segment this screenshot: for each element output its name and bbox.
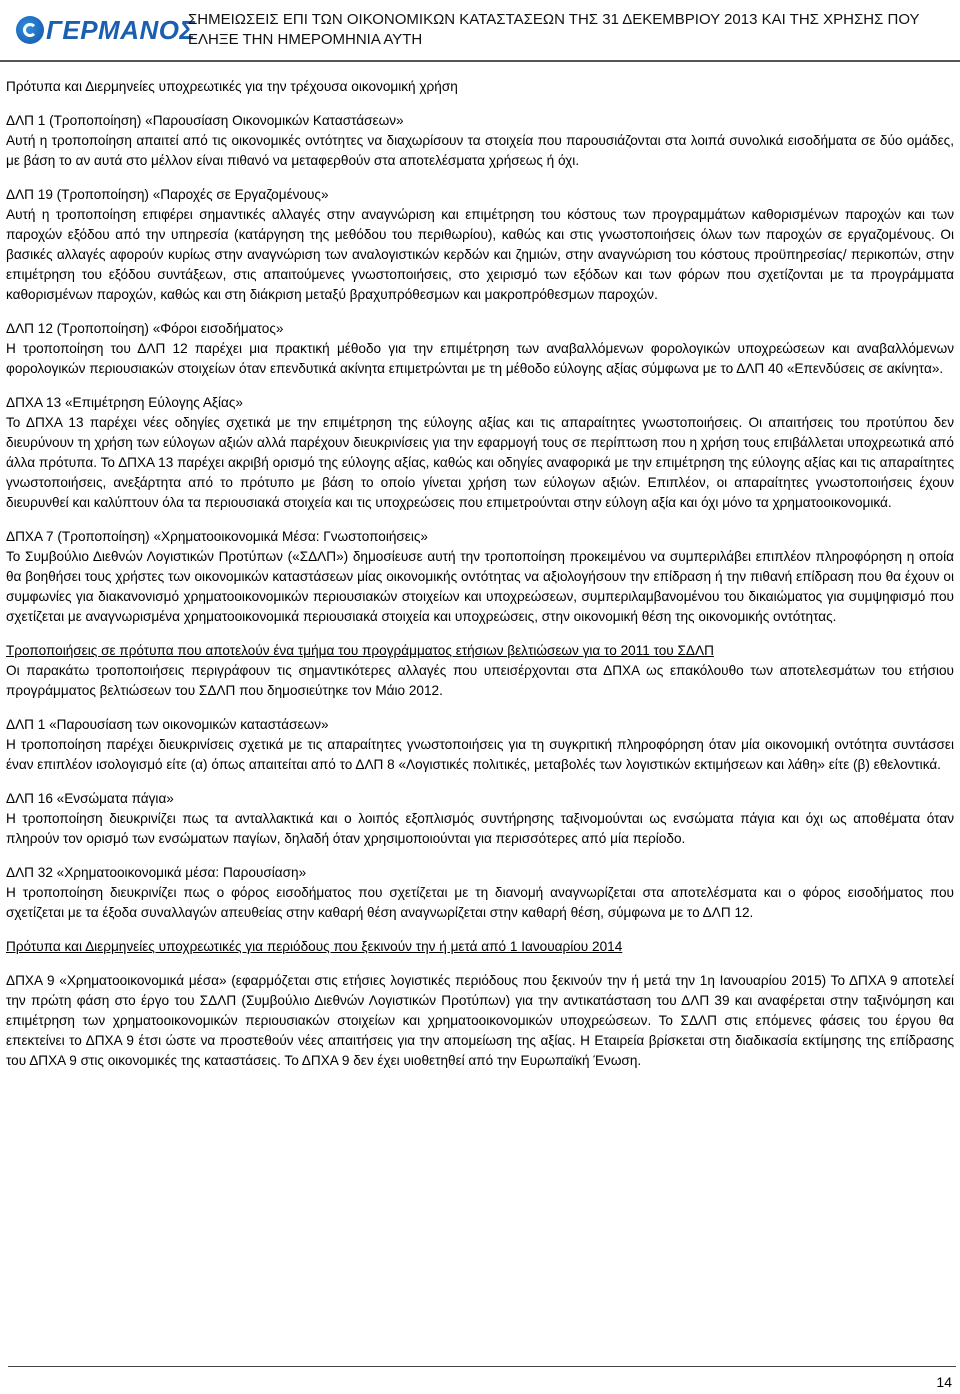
- section-title: ΔΠΧΑ 13 «Επιμέτρηση Εύλογης Αξίας»: [6, 395, 243, 410]
- section-title: ΔΛΠ 19 (Τροποποίηση) «Παροχές σε Εργαζομένους»: [6, 187, 329, 202]
- logo-text: ΓΕΡΜΑΝΟΣ: [46, 15, 196, 45]
- document-body: [6, 77, 954, 1071]
- section-paragraph: [6, 971, 954, 1071]
- section-title-inline: ΔΠΧΑ 9 «Χρηματοοικονομικά μέσα»: [6, 973, 227, 988]
- page-header: [0, 0, 960, 58]
- footer-divider: [8, 1366, 956, 1367]
- section-heading-underlined: Τροποποιήσεις σε πρότυπα που αποτελούν ένα τμήμα του προγράμματος ετήσιων βελτιώσεων για το 2011 του ΣΔΛΠ: [6, 643, 714, 658]
- section-title: ΔΛΠ 32 «Χρηματοοικονομικά μέσα: Παρουσίαση»: [6, 865, 307, 880]
- section-title: ΔΛΠ 12 (Τροποποίηση) «Φόροι εισοδήματος»: [6, 321, 284, 336]
- section-title: ΔΠΧΑ 7 (Τροποποίηση) «Χρηματοοικονομικά Μέσα: Γνωστοποιήσεις»: [6, 529, 428, 544]
- section-paragraph: Αυτή η τροποποίηση επιφέρει σημαντικές αλλαγές στην αναγνώριση και επιμέτρηση του κόστους των προγραμμάτων καθορισμένων παροχών και των παροχών εξόδου από την υπηρεσία (κατάργηση της μεθόδου του περιθωρίου), καθώς και στις γνωστοποιήσεις όλων των παροχών σε εργαζομένους. Οι βασικές αλλαγές αφορούν κυρίως στην αναγνώριση των αναλογιστικών κερδών και ζημιών, στην αναγνώριση του κόστους προϋπηρεσίας/ περικοπών, στην επιμέτρηση του εξόδου συντάξεων, στις απαιτούμενες γνωστοποιήσεις, στο χειρισμό των εξόδων και των φόρων που σχετίζονται με τα προγράμματα καθορισμένων παροχών, καθώς και στη διάκριση μεταξύ βραχυπρόθεσμων και μακροπρόθεσμων παροχών.: [6, 207, 954, 302]
- page-number: 14: [936, 1374, 952, 1390]
- section-paragraph: Το Συμβούλιο Διεθνών Λογιστικών Προτύπων («ΣΔΛΠ») δημοσίευσε αυτή την τροποποίηση προκειμένου να συμπεριλάβει επιπλέον πληροφόρηση η οποία θα βοηθήσει τους χρήστες των οικονομικών καταστάσεων μίας οικονομικής οντότητας να αξιολογήσουν την επίδραση ή την πιθανή επίδραση που θα έχουν οι συμφωνίες για διακανονισμό χρηματοοικονομικών περιουσιακών στοιχείων και υποχρεώσεων, συμπεριλαμβανομένου του δικαιώματος για συμψηφισμό που σχετίζεται με αναγνωρισμένα χρηματοοικονομικά περιουσιακά στοιχεία και υποχρεώσεις, στην οικονομική θέση της οικονομικής οντότητας.: [6, 549, 954, 624]
- section-heading-underlined: Πρότυπα και Διερμηνείες υποχρεωτικές για περιόδους που ξεκινούν την ή μετά από 1 Ιανουαρίου 2014: [6, 939, 623, 954]
- header-divider: [0, 60, 960, 62]
- section-title: ΔΛΠ 1 (Τροποποίηση) «Παρουσίαση Οικονομικών Καταστάσεων»: [6, 113, 404, 128]
- section-paragraph: Αυτή η τροποποίηση απαιτεί από τις οικονομικές οντότητες να διαχωρίσουν τα στοιχεία που παρουσιάζονται στα λοιπά συνολικά εισοδήματα σε δύο ομάδες, με βάση το αν αυτά στο μέλλον είναι πιθανό να μεταφερθούν στα αποτελέσματα χρήσεως ή όχι.: [6, 133, 954, 168]
- section-paragraph: Η τροποποίηση διευκρινίζει πως τα ανταλλακτικά και ο λοιπός εξοπλισμός συντήρησης ταξινομούνται ως ενσώματα πάγια και όχι ως αποθέματα όταν πληρούν τον ορισμό των ενσώματων παγίων, δηλαδή όταν χρησιμοποιούνται για περισσότερες από μία περίοδο.: [6, 811, 954, 846]
- section-paragraph: Η τροποποίηση του ΔΛΠ 12 παρέχει μια πρακτική μέθοδο για την επιμέτρηση των αναβαλλόμενων φορολογικών υποχρεώσεων και αναβαλλόμενων φορολογικών περιουσιακών στοιχείων όταν επενδυτικά ακίνητα επιμετρώνται με τη μέθοδο εύλογης αξίας σύμφωνα με το ΔΛΠ 40 «Επενδύσεις σε ακίνητα».: [6, 341, 954, 376]
- section-title: ΔΛΠ 1 «Παρουσίαση των οικονομικών καταστάσεων»: [6, 717, 329, 732]
- section-paragraph: Οι παρακάτω τροποποιήσεις περιγράφουν τις σημαντικότερες αλλαγές που υπεισέρχονται στα ΔΠΧΑ ως επακόλουθο των αποτελεσμάτων του ετήσιου προγράμματος βελτιώσεων του ΣΔΛΠ που δημοσιεύτηκε τον Μάιο 2012.: [6, 663, 954, 698]
- section-paragraph: Το ΔΠΧΑ 13 παρέχει νέες οδηγίες σχετικά με την επιμέτρηση της εύλογης αξίας και τις απαραίτητες γνωστοποιήσεις. Οι απαιτήσεις του προτύπου δεν διευρύνουν τη χρήση των εύλογων αξιών αλλά παρέχουν διευκρινίσεις για την εφαρμογή τους σε περίπτωση που η χρήση τους επιβάλλεται υποχρεωτικά από άλλα πρότυπα. Το ΔΠΧΑ 13 παρέχει ακριβή ορισμό της εύλογης αξίας, καθώς και οδηγίες αναφορικά με την επιμέτρηση της εύλογης αξίας και τις απαραίτητες γνωστοποιήσεις, ανεξάρτητα από το πρότυπο με βάση το οποίο γίνεται χρήση των εύλογων αξιών. Επιπλέον, οι απαραίτητες γνωστοποιήσεις έχουν διευρυνθεί και καλύπτουν όλα τα περιουσιακά στοιχεία και τις υποχρεώσεις που επιμετρούνται στην εύλογη αξία και όχι μόνο τα χρηματοοικονομικά.: [6, 415, 954, 510]
- section-text-inline: (εφαρμόζεται στις ετήσιες λογιστικές περιόδους που ξεκινούν την ή μετά την 1η Ιανουαρίου 2015) Το ΔΠΧΑ 9 αποτελεί την πρώτη φάση στο έργο του ΣΔΛΠ (Συμβούλιο Διεθνών Λογιστικών Προτύπων) για την αντικατάσταση του ΔΛΠ 39 και αναφέρεται στην ταξινόμηση και επιμέτρηση των χρηματοοικονομικών περιουσιακών στοιχείων και χρηματοοικονομικών υποχρεώσεων. Το ΣΔΛΠ στις επόμενες φάσεις του έργου θα επεκτείνει το ΔΠΧΑ 9 έτσι ώστε να προστεθούν νέες απαιτήσεις για την απομείωση της αξίας. Η Εταιρεία βρίσκεται στη διαδικασία εκτίμησης της επίδρασης του ΔΠΧΑ 9 στις οικονομικές της καταστάσεις. Το ΔΠΧΑ 9 δεν έχει υιοθετηθεί από την Ευρωπαϊκή Ένωση.: [6, 973, 954, 1068]
- section-heading: Πρότυπα και Διερμηνείες υποχρεωτικές για την τρέχουσα οικονομική χρήση: [6, 79, 458, 94]
- header-title: ΣΗΜΕΙΩΣΕΙΣ ΕΠΙ ΤΩΝ ΟΙΚΟΝΟΜΙΚΩΝ ΚΑΤΑΣΤΑΣΕΩΝ ΤΗΣ 31 ΔΕΚΕΜΒΡΙΟΥ 2013 ΚΑΙ ΤΗΣ ΧΡΗΣΗΣ ΠΟΥ ΕΛΗΞΕ ΤΗΝ ΗΜΕΡΟΜΗΝΙΑ ΑΥΤΗ: [188, 11, 920, 48]
- logo-icon: [16, 16, 44, 44]
- section-paragraph: Η τροποποίηση παρέχει διευκρινίσεις σχετικά με τις απαραίτητες γνωστοποιήσεις για τη συγκριτική πληροφόρηση όταν μία οικονομική οντότητα συντάσσει έναν επιπλέον ισολογισμό είτε (α) όπως απαιτείται από το ΔΛΠ 8 «Λογιστικές πολιτικές, μεταβολές των λογιστικών εκτιμήσεων και λάθη» είτε (β) εθελοντικά.: [6, 737, 954, 772]
- company-logo: [8, 10, 196, 50]
- section-title: ΔΛΠ 16 «Ενσώματα πάγια»: [6, 791, 174, 806]
- section-paragraph: Η τροποποίηση διευκρινίζει πως ο φόρος εισοδήματος που σχετίζεται με τη διανομή αναγνωρίζεται στα αποτελέσματα και ο φόρος εισοδήματος που σχετίζεται με τα έξοδα συναλλαγών απευθείας στην καθαρή θέση αναγνωρίζεται στην καθαρή θέση, σύμφωνα με το ΔΛΠ 12.: [6, 885, 954, 920]
